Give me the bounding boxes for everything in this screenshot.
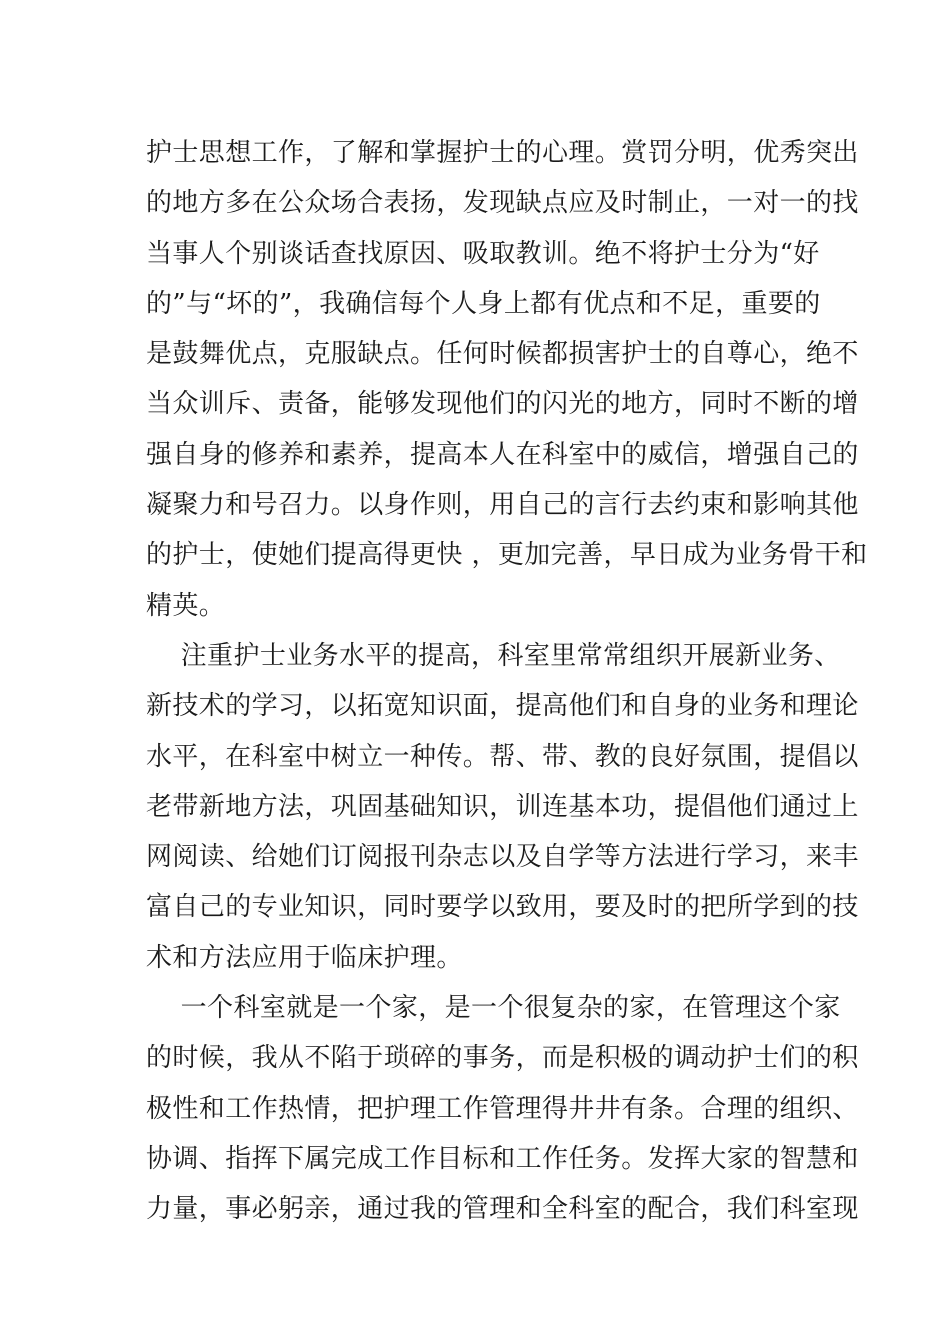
text-line: 老带新地方法，巩固基础知识，训连基本功，提倡他们通过上 <box>146 791 859 822</box>
text-line: 的时候，我从不陷于琐碎的事务，而是积极的调动护士们的积 <box>146 1043 859 1074</box>
text-line: 护士思想工作，了解和掌握护士的心理。赏罚分明，优秀突出 <box>146 138 859 168</box>
text-line: 的地方多在公众场合表扬，发现缺点应及时制止，一对一的找 <box>146 188 859 219</box>
text-line: 水平，在科室中树立一种传。帮、带、教的良好氛围，提倡以 <box>146 741 859 772</box>
text-line: 注重护士业务水平的提高，科室里常常组织开展新业务、 <box>146 640 841 671</box>
text-line: 的”与“坏的”，我确信每个人身上都有优点和不足，重要的 <box>146 288 821 319</box>
text-line: 强自身的修养和素养，提高本人在科室中的威信，增强自己的 <box>146 439 859 470</box>
text-line: 协调、指挥下属完成工作目标和工作任务。发挥大家的智慧和 <box>146 1143 859 1174</box>
text-line: 术和方法应用于临床护理。 <box>146 942 463 973</box>
text-line: 网阅读、给她们订阅报刊杂志以及自学等方法进行学习，来丰 <box>146 842 859 873</box>
text-line: 极性和工作热情，把护理工作管理得井井有条。合理的组织、 <box>146 1093 859 1124</box>
text-line: 当众训斥、责备，能够发现他们的闪光的地方，同时不断的增 <box>146 389 859 420</box>
text-line: 凝聚力和号召力。以身作则，用自己的言行去约束和影响其他 <box>146 490 859 521</box>
text-line: 当事人个别谈话查找原因、吸取教训。绝不将护士分为“好 <box>146 238 820 269</box>
text-line: 力量，事必躬亲，通过我的管理和全科室的配合，我们科室现 <box>146 1194 859 1225</box>
text-line: 的护士，使她们提高得更快 ，更加完善，早日成为业务骨干和 <box>146 540 868 571</box>
text-line: 精英。 <box>146 590 226 621</box>
text-line: 新技术的学习，以拓宽知识面，提高他们和自身的业务和理论 <box>146 691 859 722</box>
text-line: 是鼓舞优点，克服缺点。任何时候都损害护士的自尊心，绝不 <box>146 339 859 370</box>
text-line: 一个科室就是一个家，是一个很复杂的家，在管理这个家 <box>146 993 841 1024</box>
text-line: 富自己的专业知识，同时要学以致用，要及时的把所学到的技 <box>146 892 859 923</box>
body-text <box>146 128 868 1235</box>
